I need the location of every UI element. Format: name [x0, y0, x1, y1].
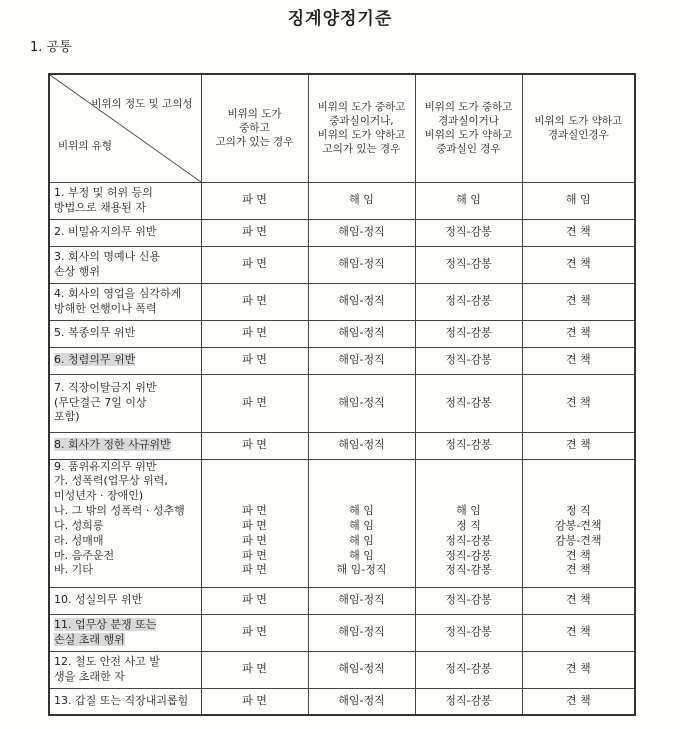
- penalty-cell-col-3: 정직-감봉: [415, 688, 522, 715]
- penalty-cell-col-1: 파 면: [201, 587, 308, 614]
- violation-type-cell: 3. 회사의 명예나 신용 손상 행위: [49, 246, 201, 283]
- penalty-cell-col-2: 해임-정직: [308, 688, 415, 715]
- table-row: [49, 320, 635, 347]
- penalty-cell-col-2: 해임-정직: [308, 347, 415, 374]
- table-row: [49, 459, 635, 587]
- violation-type-cell: 13. 갑질 또는 직장내괴롭힘: [49, 688, 201, 715]
- table-row: [49, 374, 635, 432]
- highlighted-violation-text: 8. 회사가 정한 사규위반: [54, 438, 171, 452]
- penalty-cell-col-2: 해임-정직: [308, 651, 415, 688]
- table-header-row: [49, 74, 635, 182]
- page-title: 징계양정기준: [287, 9, 393, 29]
- penalty-cell-col-2: 해임-정직: [308, 374, 415, 432]
- table-row: [49, 614, 635, 651]
- penalty-cell-col-2: 해임-정직: [308, 219, 415, 246]
- header-severity-label: 비위의 정도 및 고의성: [91, 98, 193, 110]
- violation-type-cell: 10. 성실의무 위반: [49, 587, 201, 614]
- penalty-cell-col-2: 해 임 해 임 해 임 해 임 해 임-정직: [308, 459, 415, 587]
- violation-type-cell: 1. 부정 및 허위 등의 방법으로 채용된 자: [49, 182, 201, 219]
- header-column-4: 비위의 도가 약하고 경과실인경우: [522, 74, 635, 182]
- violation-type-cell: 7. 직장이탈금지 위반 (무단결근 7일 이상 포함): [49, 374, 201, 432]
- table-row: [49, 347, 635, 374]
- penalty-cell-col-1: 파 면 파 면 파 면 파 면 파 면: [201, 459, 308, 587]
- penalty-cell-col-4: 정 직 감봉-견책 감봉-견책 견 책 견 책: [522, 459, 635, 587]
- penalty-cell-col-4: 견 책: [522, 688, 635, 715]
- penalty-cell-col-2: 해임-정직: [308, 283, 415, 320]
- penalty-cell-col-4: 견 책: [522, 614, 635, 651]
- table-row: [49, 219, 635, 246]
- disciplinary-standards-table: [48, 73, 636, 716]
- table-row: [49, 688, 635, 715]
- header-type-label: 비위의 유형: [58, 140, 113, 153]
- penalty-cell-col-1: 파 면: [201, 219, 308, 246]
- penalty-cell-col-3: 해 임: [415, 182, 522, 219]
- header-column-2: 비위의 도가 중하고 중과실이거나, 비위의 도가 약하고 고의가 있는 경우: [308, 74, 415, 182]
- penalty-cell-col-1: 파 면: [201, 374, 308, 432]
- highlighted-violation-text: 11. 업무상 분쟁 또는 손실 초래 행위: [54, 617, 157, 646]
- violation-type-cell: 4. 회사의 영업을 심각하게 방해한 언행이나 폭력: [49, 283, 201, 320]
- violation-type-cell: 12. 철도 안전 사고 발 생을 초래한 자: [49, 651, 201, 688]
- penalty-cell-col-4: 견 책: [522, 219, 635, 246]
- violation-type-cell: 5. 복종의무 위반: [49, 320, 201, 347]
- table-row: [49, 182, 635, 219]
- penalty-cell-col-3: 해 임 정 직 정직-감봉 정직-감봉 정직-감봉: [415, 459, 522, 587]
- penalty-cell-col-2: 해임-정직: [308, 246, 415, 283]
- highlighted-violation-text: 6. 청렴의무 위반: [54, 353, 136, 367]
- header-column-3: 비위의 도가 중하고 경과실이거나 비위의 도가 약하고 중과실인 경우: [415, 74, 522, 182]
- violation-type-cell: [49, 347, 201, 374]
- penalty-cell-col-1: 파 면: [201, 182, 308, 219]
- penalty-cell-col-2: 해임-정직: [308, 320, 415, 347]
- table-row: [49, 432, 635, 459]
- table-row: [49, 283, 635, 320]
- penalty-cell-col-3: 정직-감봉: [415, 320, 522, 347]
- header-corner-cell: [49, 74, 201, 182]
- penalty-cell-col-1: 파 면: [201, 688, 308, 715]
- penalty-cell-col-1: 파 면: [201, 246, 308, 283]
- violation-type-cell: 2. 비밀유지의무 위반: [49, 219, 201, 246]
- penalty-cell-col-3: 정직-감봉: [415, 432, 522, 459]
- table-row: [49, 587, 635, 614]
- section-title: 1. 공통: [30, 40, 72, 55]
- penalty-cell-col-1: 파 면: [201, 347, 308, 374]
- penalty-cell-col-1: 파 면: [201, 432, 308, 459]
- table-row: [49, 651, 635, 688]
- violation-type-cell: [49, 614, 201, 651]
- penalty-cell-col-2: 해임-정직: [308, 432, 415, 459]
- penalty-cell-col-4: 견 책: [522, 587, 635, 614]
- header-column-1: 비위의 도가 중하고 고의가 있는 경우: [201, 74, 308, 182]
- penalty-cell-col-4: 견 책: [522, 432, 635, 459]
- penalty-cell-col-3: 정직-감봉: [415, 283, 522, 320]
- penalty-cell-col-1: 파 면: [201, 320, 308, 347]
- penalty-cell-col-1: 파 면: [201, 283, 308, 320]
- penalty-cell-col-4: 견 책: [522, 320, 635, 347]
- penalty-cell-col-3: 정직-감봉: [415, 246, 522, 283]
- penalty-cell-col-1: 파 면: [201, 614, 308, 651]
- penalty-cell-col-1: 파 면: [201, 651, 308, 688]
- penalty-cell-col-4: 견 책: [522, 347, 635, 374]
- penalty-cell-col-3: 정직-감봉: [415, 651, 522, 688]
- penalty-cell-col-4: 견 책: [522, 651, 635, 688]
- penalty-cell-col-3: 정직-감봉: [415, 614, 522, 651]
- penalty-cell-col-2: 해임-정직: [308, 587, 415, 614]
- penalty-cell-col-3: 정직-감봉: [415, 347, 522, 374]
- penalty-cell-col-4: 견 책: [522, 283, 635, 320]
- penalty-cell-col-3: 정직-감봉: [415, 587, 522, 614]
- penalty-cell-col-3: 정직-감봉: [415, 374, 522, 432]
- penalty-cell-col-2: 해 임: [308, 182, 415, 219]
- penalty-cell-col-3: 정직-감봉: [415, 219, 522, 246]
- penalty-cell-col-4: 견 책: [522, 374, 635, 432]
- penalty-cell-col-2: 해임-정직: [308, 614, 415, 651]
- penalty-cell-col-4: 견 책: [522, 246, 635, 283]
- table-row: [49, 246, 635, 283]
- violation-type-cell: 9. 품위유지의무 위반 가. 성폭력(업무상 위력, 미성년자 · 장애인) 나. 그 밖의 성폭력 · 성추행 다. 성희롱 라. 성매매 마. 음주운전 바. 기타: [49, 459, 201, 587]
- penalty-cell-col-4: 해 임: [522, 182, 635, 219]
- violation-type-cell: [49, 432, 201, 459]
